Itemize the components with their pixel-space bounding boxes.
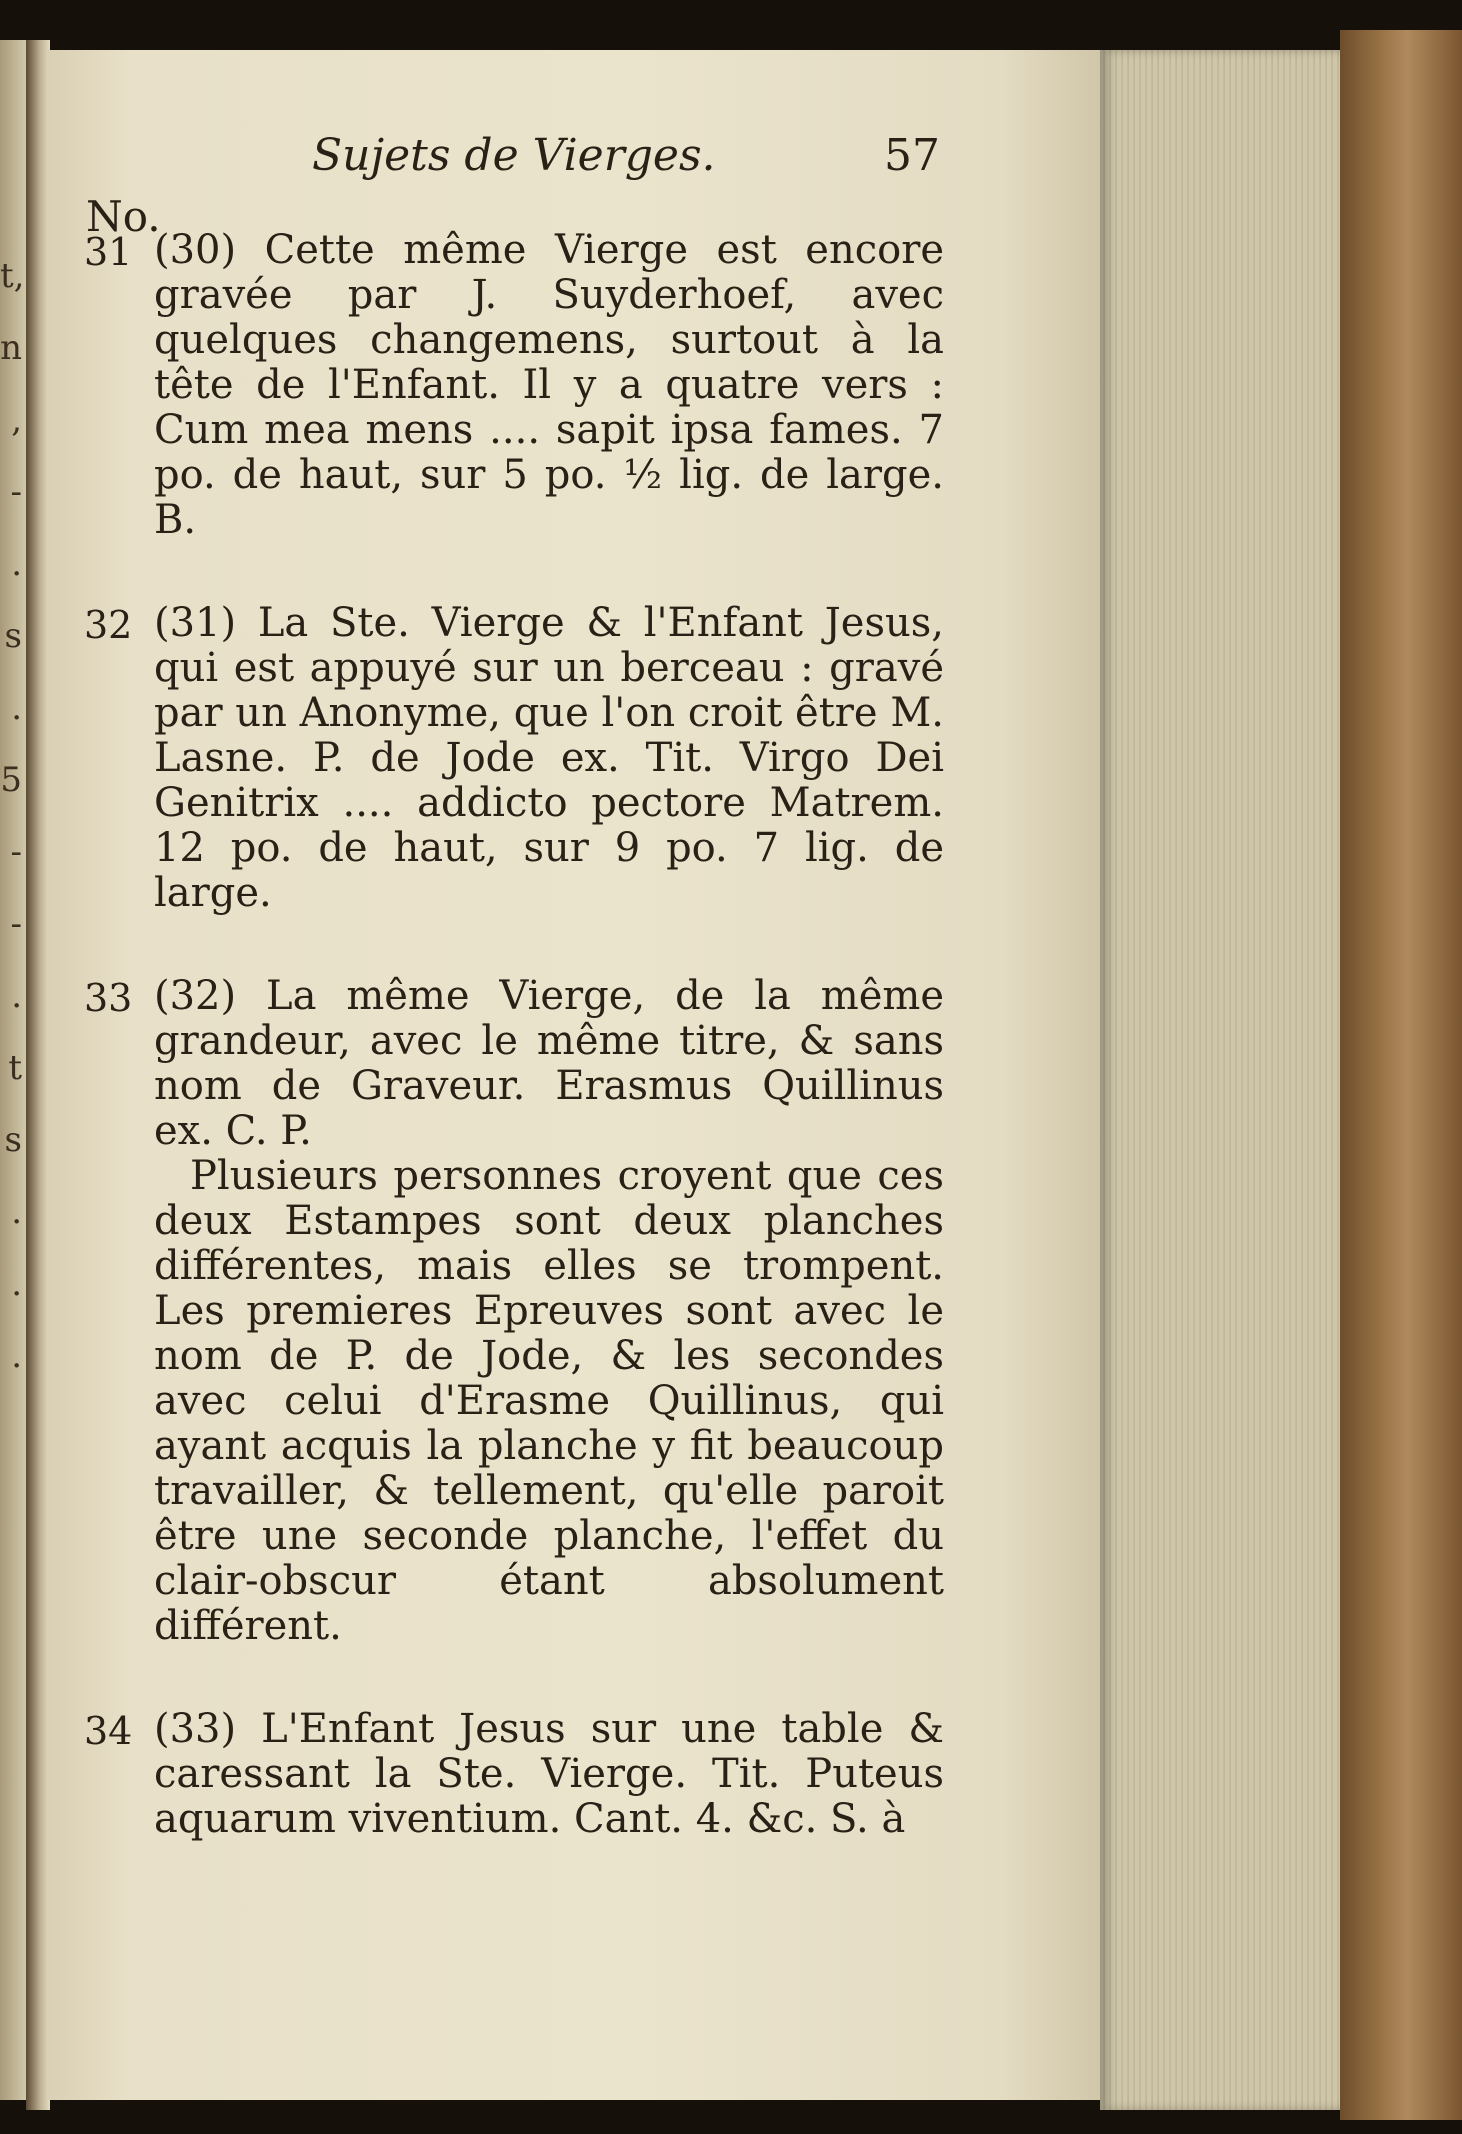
catalogue-entry-34 <box>84 1707 944 1842</box>
facing-page-letter: - <box>10 904 22 944</box>
page-number: 57 <box>884 130 940 181</box>
facing-page-letter: , <box>11 400 22 440</box>
book-cover-edge <box>1340 30 1462 2120</box>
facing-page-letter: s <box>4 1120 22 1160</box>
entry-paragraph: (30) Cette même Vierge est encore gravée par J. Suyderhoef, avec quelques changemens, surtout à la tête de l'Enfant. Il y a quatre vers : Cum mea mens .... sapit ipsa fames. 7 po. de haut, sur 5 po. ½ lig. de large. B. <box>154 227 944 543</box>
entry-number: 31 <box>84 230 133 274</box>
page-block-edge <box>1100 50 1350 2110</box>
facing-page-letter: . <box>11 1336 22 1376</box>
entry-paragraph: (32) La même Vierge, de la même grandeur, avec le même titre, & sans nom de Graveur. Erasmus Quillinus ex. C. P. <box>154 973 944 1154</box>
entry-note-paragraph: Plusieurs personnes croyent que ces deux Estampes sont deux planches différentes, mais elles se trompent. Les premieres Epreuves sont avec le nom de P. de Jode, & les secondes avec celui d'Erasme Quillinus, qui ayant acquis la planche y fit beaucoup travailler, & tellement, qu'elle paroit être une seconde planche, l'effet du clair-obscur étant absolument différent. <box>154 1153 944 1649</box>
facing-page-letter: t <box>8 1048 22 1088</box>
entry-number: 32 <box>84 603 133 647</box>
facing-page-letter: n <box>0 328 22 368</box>
entry-paragraph: (31) La Ste. Vierge & l'Enfant Jesus, qui est appuyé sur un berceau : gravé par un Anonyme, que l'on croit être M. Lasne. P. de Jode ex. Tit. Virgo Dei Genitrix .... addicto pectore Matrem. 12 po. de haut, sur 9 po. 7 lig. de large. <box>154 600 944 916</box>
facing-page-letter: . <box>11 976 22 1016</box>
facing-page-letter: . <box>11 544 22 584</box>
running-head-title: Sujets de Vierges. <box>312 130 716 181</box>
catalogue-entry-33 <box>84 974 944 1649</box>
entry-number: 33 <box>84 976 133 1020</box>
facing-page-letter: s <box>4 616 22 656</box>
facing-page-letter: - <box>10 472 22 512</box>
entry-number: 34 <box>84 1709 133 1753</box>
facing-page-letter: . <box>11 1264 22 1304</box>
entry-paragraph: (33) L'Enfant Jesus sur une table & caressant la Ste. Vierge. Tit. Puteus aquarum viventium. Cant. 4. &c. S. à <box>154 1706 944 1842</box>
facing-page-letter: . <box>11 1192 22 1232</box>
facing-page-letters <box>0 240 25 1392</box>
facing-page-letter: t, <box>0 256 25 296</box>
facing-page-letter: . <box>11 688 22 728</box>
facing-page-letter: 5 <box>0 760 22 800</box>
facing-page-letter: - <box>10 832 22 872</box>
catalogue-entry-31 <box>84 228 944 543</box>
page-body <box>84 228 944 1900</box>
number-column-label: No. <box>86 192 161 241</box>
running-head <box>300 130 940 190</box>
catalogue-entry-32 <box>84 601 944 916</box>
